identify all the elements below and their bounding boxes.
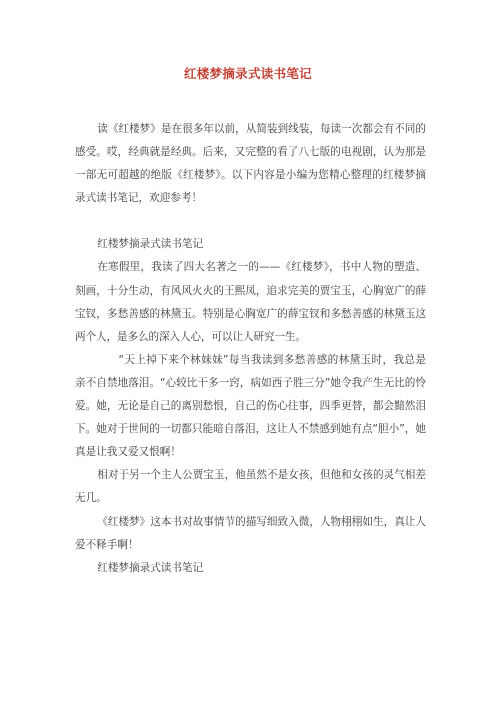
body-paragraph: 相对于另一个主人公贾宝玉，他虽然不是女孩，但他和女孩的灵气相差无几。 [75,469,426,505]
intro-paragraph: 读《红楼梦》是在很多年以前，从简装到线装，每读一次都会有不同的感受。哎，经典就是经典。后来，又完整的看了八七版的电视剧，认为那是一部无可超越的绝版《红楼梦》。以下内容是小编为您精心整理的红楼梦摘录式读书笔记，欢迎参考！ [75,123,426,205]
document-title: 红楼梦摘录式读书笔记 [183,66,312,81]
body-paragraph: “天上掉下来个林妹妹”每当我读到多愁善感的林黛玉时，我总是亲不自禁地落泪。“心较比干多一窍，病如西子胜三分”她令我产生无比的怜爱。她，无论是自己的离别愁恨，自己的伤心往事，四季更替，都会黯然泪下。她对于世间的一切都只能暗自落泪，这让人不禁感到她有点“胆小”，她真是让我又爱又恨啊！ [75,353,426,459]
body-paragraph: 《红楼梦》这本书对故事情节的描写细致入微，人物栩栩如生，真让人爱不释手啊！ [75,515,426,551]
body-paragraph: 在寒假里，我读了四大名著之一的——《红楼梦》，书中人物的塑造、刻画，十分生动，有风风火火的王熙凤，追求完美的贾宝玉，心胸宽广的薛宝钗，多愁善感的林黛玉。特别是心胸宽广的薛宝钗和多愁善感的林黛玉这两个人，是多么的深入人心，可以让人研究一生。 [75,261,426,343]
spacer [75,210,426,233]
section-heading: 红楼梦摘录式读书笔记 [97,561,204,574]
section-heading: 红楼梦摘录式读书笔记 [97,238,204,251]
document-body [75,118,426,580]
